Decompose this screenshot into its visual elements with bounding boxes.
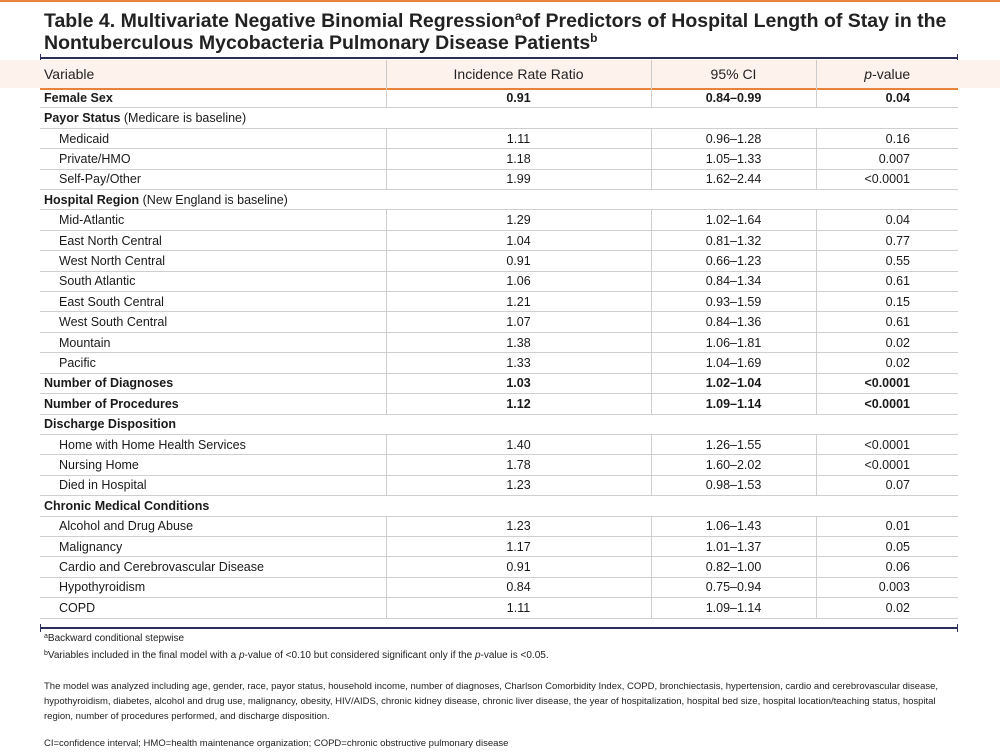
regression-table [40,60,958,619]
footnote-b: $^b$Variables included in the final model with a p-value of <0.10 but considered significant only if the p-value is <0.05. [44,650,549,661]
table-row: Mountain 1.38 1.06–1.81 0.02 [40,332,958,352]
abbreviations-note: CI=confidence interval; HMO=health maintenance organization; COPD=chronic obstructive pulmonary disease [44,738,509,749]
table-bottom-rule [40,627,958,629]
title-footnote-a: a [515,9,522,23]
col-header-irr: Incidence Rate Ratio [386,60,651,88]
table-row: East North Central 1.04 0.81–1.32 0.77 [40,230,958,250]
section-row: Payor Status (Medicare is baseline) [40,108,958,128]
table-row: South Atlantic 1.06 0.84–1.34 0.61 [40,271,958,291]
table-row: Home with Home Health Services 1.40 1.26–1.55 <0.0001 [40,434,958,454]
table-row: West South Central 1.07 0.84–1.36 0.61 [40,312,958,332]
table-row: West North Central 0.91 0.66–1.23 0.55 [40,251,958,271]
table-row: Died in Hospital 1.23 0.98–1.53 0.07 [40,475,958,495]
section-row: Chronic Medical Conditions [40,496,958,516]
model-note: The model was analyzed including age, gender, race, payor status, household income, number of diagnoses, Charlson Comorbidity Index, COPD, bronchiectasis, hypertension, cardio and cerebrovascular disease, hypothyroidism, diabetes, alcohol and drug use, malignancy, obesity, HIV/AIDS, chronic kidney disease, chronic liver disease, the year of hospitalization, hospital bed size, hospital location/teaching status, hospital region, number of procedures performed, and discharge disposition. [44,681,939,722]
table-top-rule [40,57,958,59]
table-row: Hypothyroidism 0.84 0.75–0.94 0.003 [40,577,958,597]
table-row: Cardio and Cerebrovascular Disease 0.91 0.82–1.00 0.06 [40,557,958,577]
table-row: Medicaid 1.11 0.96–1.28 0.16 [40,128,958,148]
col-header-ci: 95% CI [651,60,816,88]
table-row: Self-Pay/Other 1.99 1.62–2.44 <0.0001 [40,169,958,189]
table-row: Number of Diagnoses 1.03 1.02–1.04 <0.0001 [40,373,958,393]
col-header-variable: Variable [44,66,95,82]
table-row: Mid-Atlantic 1.29 1.02–1.64 0.04 [40,210,958,230]
footnote-a: $^a$Backward conditional stepwise [44,633,185,644]
col-header-pvalue: p-value [816,60,958,88]
section-row: Discharge Disposition [40,414,958,434]
table-row: Malignancy 1.17 1.01–1.37 0.05 [40,536,958,556]
table-row: Number of Procedures 1.12 1.09–1.14 <0.0001 [40,394,958,414]
table-row: Private/HMO 1.18 1.05–1.33 0.007 [40,149,958,169]
header-row [40,60,958,88]
table-row: COPD 1.11 1.09–1.14 0.02 [40,598,958,618]
table-row: Nursing Home 1.78 1.60–2.02 <0.0001 [40,455,958,475]
table-row: East South Central 1.21 0.93–1.59 0.15 [40,292,958,312]
table-row: Alcohol and Drug Abuse 1.23 1.06–1.43 0.01 [40,516,958,536]
section-row: Hospital Region (New England is baseline) [40,190,958,210]
table-row: Pacific 1.33 1.04–1.69 0.02 [40,353,958,373]
table-title: Table 4. Multivariate Negative Binomial Regression$^a$of Predictors of Hospital Length of Stay in the Nontuberculous Mycobacteria Pulmonary Disease Patients$^b$ [44,9,947,54]
table-row: Female Sex 0.91 0.84–0.99 0.04 [40,88,958,108]
title-footnote-b: b [590,31,598,45]
top-accent-line [0,0,1000,2]
